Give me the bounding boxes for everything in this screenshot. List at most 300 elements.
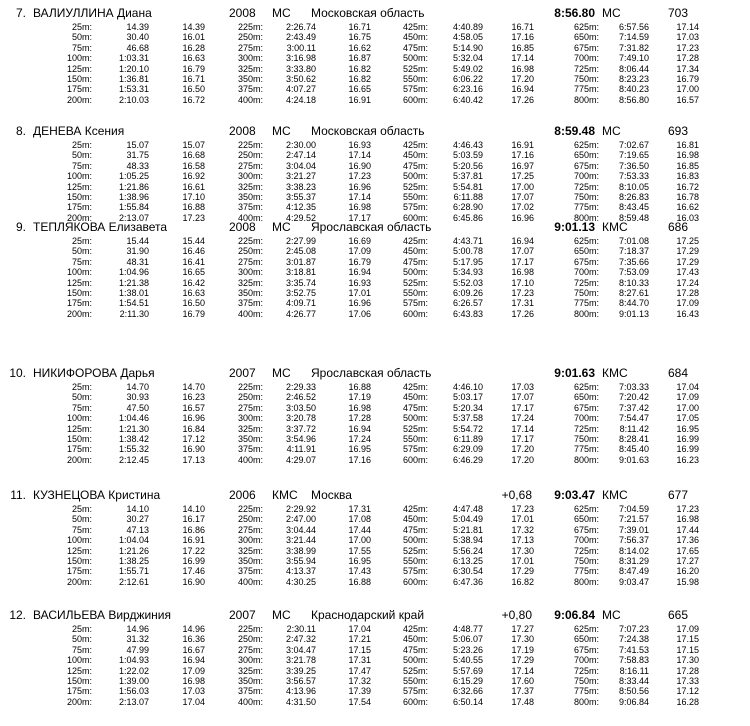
athlete-name: ВАЛИУЛЛИНА Диана — [33, 6, 152, 20]
cumulative-time: 2:13.07 — [118, 212, 149, 223]
cumulative-time: 1:53.31 — [118, 84, 149, 95]
distance-label: 75m: — [71, 402, 92, 413]
birth-year: 2006 — [229, 488, 256, 502]
lap-time: 17.28 — [348, 413, 371, 424]
lap-time: 16.65 — [182, 267, 205, 278]
distance-label: 125m: — [66, 277, 92, 288]
cumulative-time: 3:04.44 — [285, 524, 316, 535]
lap-time: 17.19 — [348, 392, 371, 403]
lap-time: 17.15 — [676, 644, 699, 655]
lap-time: 17.31 — [348, 655, 371, 666]
cumulative-time: 3:33.80 — [285, 63, 316, 74]
lap-time: 17.16 — [511, 32, 534, 43]
cumulative-time: 4:47.48 — [452, 504, 483, 514]
distance-label: 300m: — [237, 535, 263, 546]
split-row — [0, 192, 750, 202]
lap-time: 16.79 — [182, 308, 205, 319]
lap-time: 17.17 — [511, 402, 534, 413]
lap-time: 17.02 — [511, 202, 534, 213]
distance-label: 725m: — [573, 545, 599, 556]
cumulative-time: 3:00.11 — [286, 42, 316, 53]
lap-time: 16.88 — [182, 202, 205, 213]
split-row — [0, 546, 750, 556]
lap-time: 17.12 — [676, 686, 699, 697]
lap-time: 17.07 — [511, 246, 534, 257]
distance-label: 300m: — [237, 53, 263, 64]
cumulative-time: 6:15.29 — [452, 675, 483, 686]
distance-label: 175m: — [66, 298, 92, 309]
cumulative-time: 2:11.30 — [119, 308, 149, 319]
distance-label: 800m: — [573, 696, 599, 707]
distance-label: 475m: — [402, 644, 428, 655]
cumulative-time: 5:56.24 — [452, 545, 483, 556]
cumulative-time: 2:26.74 — [285, 22, 316, 32]
athlete-header — [0, 486, 750, 504]
cumulative-time: 7:56.37 — [618, 535, 649, 546]
split-row — [0, 413, 750, 423]
cumulative-time: 46.68 — [126, 42, 149, 53]
lap-time: 17.09 — [676, 392, 699, 403]
cumulative-time: 47.13 — [126, 524, 149, 535]
cumulative-time: 5:14.90 — [452, 42, 483, 53]
points: 693 — [668, 124, 689, 138]
distance-label: 475m: — [402, 160, 428, 171]
lap-time: 16.90 — [182, 444, 205, 455]
cumulative-time: 1:38.01 — [118, 287, 149, 298]
distance-label: 800m: — [573, 94, 599, 105]
lap-time: 16.75 — [348, 32, 371, 43]
distance-label: 625m: — [573, 382, 599, 392]
cumulative-time: 6:29.09 — [452, 444, 483, 455]
distance-label: 375m: — [237, 444, 263, 455]
athlete-name: ВАСИЛЬЕВА Вирджиния — [33, 608, 171, 622]
lap-time: 16.98 — [676, 514, 699, 525]
cumulative-time: 8:14.02 — [618, 545, 649, 556]
distance-label: 175m: — [66, 566, 92, 577]
lap-time: 16.78 — [676, 191, 699, 202]
lap-time: 17.03 — [511, 382, 534, 392]
distance-label: 675m: — [573, 42, 599, 53]
lap-time: 16.85 — [676, 160, 699, 171]
distance-label: 25m: — [71, 140, 92, 150]
cumulative-time: 4:43.71 — [452, 236, 483, 246]
split-row — [0, 140, 750, 150]
distance-label: 325m: — [237, 181, 263, 192]
lap-time: 17.23 — [182, 212, 205, 223]
lap-time: 16.95 — [348, 555, 371, 566]
cumulative-time: 7:53.09 — [618, 267, 649, 278]
cumulative-time: 4:07.27 — [285, 84, 316, 95]
split-row — [0, 514, 750, 524]
distance-label: 50m: — [71, 32, 92, 43]
distance-label: 75m: — [71, 256, 92, 267]
lap-time: 17.37 — [511, 686, 534, 697]
cumulative-time: 14.39 — [126, 22, 149, 32]
lap-time: 17.39 — [348, 686, 371, 697]
lap-time: 16.61 — [182, 181, 205, 192]
distance-label: 675m: — [573, 256, 599, 267]
distance-label: 125m: — [66, 181, 92, 192]
lap-time: 17.12 — [182, 433, 205, 444]
lap-time: 16.03 — [676, 212, 699, 223]
cumulative-time: 2:12.45 — [118, 454, 149, 465]
lap-time: 17.04 — [182, 696, 205, 707]
wind-value: +0,68 — [501, 488, 532, 502]
cumulative-time: 5:54.72 — [452, 423, 483, 434]
lap-time: 16.58 — [182, 160, 205, 171]
distance-label: 375m: — [237, 298, 263, 309]
distance-label: 350m: — [237, 73, 263, 84]
distance-label: 500m: — [402, 53, 428, 64]
distance-label: 250m: — [237, 246, 263, 257]
cumulative-time: 8:16.11 — [619, 665, 649, 676]
distance-label: 200m: — [66, 308, 92, 319]
distance-label: 225m: — [237, 504, 263, 514]
lap-time: 17.20 — [511, 444, 534, 455]
distance-label: 275m: — [237, 256, 263, 267]
lap-time: 17.55 — [348, 545, 371, 556]
distance-label: 275m: — [237, 160, 263, 171]
distance-label: 175m: — [66, 84, 92, 95]
distance-label: 400m: — [237, 212, 263, 223]
lap-time: 16.63 — [182, 53, 205, 64]
lap-time: 16.96 — [348, 298, 371, 309]
lap-time: 17.19 — [511, 644, 534, 655]
lap-time: 16.84 — [182, 423, 205, 434]
distance-label: 425m: — [402, 236, 428, 246]
cumulative-time: 7:53.33 — [618, 171, 649, 182]
cumulative-time: 1:54.51 — [118, 298, 149, 309]
lap-time: 17.01 — [511, 555, 534, 566]
cumulative-time: 5:21.81 — [452, 524, 483, 535]
distance-label: 125m: — [66, 665, 92, 676]
cumulative-time: 7:54.47 — [618, 413, 649, 424]
points: 703 — [668, 6, 689, 20]
lap-time: 17.46 — [182, 566, 205, 577]
cumulative-time: 31.32 — [126, 634, 149, 645]
split-table — [0, 140, 750, 223]
split-row — [0, 278, 750, 288]
lap-time: 17.29 — [511, 566, 534, 577]
lap-time: 17.16 — [348, 454, 371, 465]
cumulative-time: 1:36.81 — [118, 73, 149, 84]
cumulative-time: 1:38.96 — [118, 191, 149, 202]
cumulative-time: 2:46.52 — [285, 392, 316, 403]
distance-label: 425m: — [402, 504, 428, 514]
lap-time: 17.17 — [348, 212, 371, 223]
lap-time: 17.23 — [348, 171, 371, 182]
cumulative-time: 7:39.01 — [618, 524, 649, 535]
lap-time: 17.07 — [511, 392, 534, 403]
lap-time: 17.24 — [348, 433, 371, 444]
split-row — [0, 171, 750, 181]
distance-label: 225m: — [237, 140, 263, 150]
cumulative-time: 9:01.63 — [618, 454, 649, 465]
lap-time: 16.28 — [182, 42, 205, 53]
cumulative-time: 1:21.38 — [118, 277, 149, 288]
cumulative-time: 3:18.81 — [285, 267, 316, 278]
achieved-rank: КМС — [602, 220, 628, 234]
cumulative-time: 7:49.10 — [618, 53, 649, 64]
lap-time: 16.99 — [676, 433, 699, 444]
cumulative-time: 1:21.26 — [118, 545, 149, 556]
lap-time: 17.31 — [348, 504, 371, 514]
split-row — [0, 309, 750, 319]
cumulative-time: 6:11.88 — [453, 191, 483, 202]
distance-label: 500m: — [402, 655, 428, 666]
distance-label: 575m: — [402, 202, 428, 213]
distance-label: 250m: — [237, 634, 263, 645]
cumulative-time: 1:04.96 — [118, 267, 149, 278]
cumulative-time: 5:06.07 — [452, 634, 483, 645]
cumulative-time: 7:07.23 — [618, 624, 649, 634]
cumulative-time: 7:19.65 — [618, 150, 649, 161]
cumulative-time: 8:06.44 — [618, 63, 649, 74]
lap-time: 17.13 — [182, 454, 205, 465]
lap-time: 17.25 — [676, 236, 699, 246]
lap-time: 16.94 — [348, 423, 371, 434]
distance-label: 650m: — [573, 246, 599, 257]
split-row — [0, 392, 750, 402]
cumulative-time: 6:13.25 — [452, 555, 483, 566]
sport-rank: МС — [272, 608, 291, 622]
split-row — [0, 666, 750, 676]
cumulative-time: 1:04.04 — [118, 535, 149, 546]
lap-time: 16.01 — [182, 32, 205, 43]
lap-time: 16.91 — [182, 535, 205, 546]
cumulative-time: 5:38.94 — [452, 535, 483, 546]
distance-label: 525m: — [402, 277, 428, 288]
cumulative-time: 3:55.37 — [285, 191, 316, 202]
lap-time: 16.94 — [511, 236, 534, 246]
cumulative-time: 47.50 — [126, 402, 149, 413]
lap-time: 17.04 — [348, 624, 371, 634]
athlete-header — [0, 364, 750, 382]
lap-time: 14.70 — [182, 382, 205, 392]
region: Московская область — [311, 6, 425, 20]
cumulative-time: 1:55.32 — [118, 444, 149, 455]
lap-time: 16.88 — [348, 576, 371, 587]
lap-time: 17.15 — [348, 644, 371, 655]
distance-label: 550m: — [402, 191, 428, 202]
cumulative-time: 4:12.35 — [285, 202, 316, 213]
lap-time: 16.72 — [182, 94, 205, 105]
cumulative-time: 3:56.57 — [285, 675, 316, 686]
cumulative-time: 7:01.08 — [618, 236, 649, 246]
distance-label: 425m: — [402, 382, 428, 392]
distance-label: 800m: — [573, 576, 599, 587]
distance-label: 250m: — [237, 32, 263, 43]
distance-label: 575m: — [402, 84, 428, 95]
distance-label: 750m: — [573, 191, 599, 202]
cumulative-time: 5:34.93 — [452, 267, 483, 278]
cumulative-time: 5:52.03 — [452, 277, 483, 288]
distance-label: 800m: — [573, 308, 599, 319]
distance-label: 775m: — [573, 444, 599, 455]
lap-time: 17.54 — [348, 696, 371, 707]
cumulative-time: 7:58.83 — [618, 655, 649, 666]
cumulative-time: 3:20.78 — [285, 413, 316, 424]
lap-time: 16.81 — [676, 140, 699, 150]
athlete-name: ДЕНЕВА Ксения — [33, 124, 125, 138]
lap-time: 17.09 — [676, 298, 699, 309]
distance-label: 300m: — [237, 655, 263, 666]
final-time: 9:03.47 — [554, 488, 595, 502]
distance-label: 50m: — [71, 514, 92, 525]
distance-label: 725m: — [573, 63, 599, 74]
lap-time: 17.14 — [511, 423, 534, 434]
distance-label: 25m: — [71, 382, 92, 392]
athlete-rank: 11. — [10, 488, 26, 502]
split-row — [0, 288, 750, 298]
cumulative-time: 5:23.26 — [452, 644, 483, 655]
distance-label: 150m: — [66, 675, 92, 686]
lap-time: 16.97 — [511, 160, 534, 171]
distance-label: 675m: — [573, 644, 599, 655]
cumulative-time: 1:04.46 — [118, 413, 149, 424]
cumulative-time: 5:37.58 — [452, 413, 483, 424]
distance-label: 225m: — [237, 624, 263, 634]
cumulative-time: 2:29.33 — [285, 382, 316, 392]
split-row — [0, 403, 750, 413]
cumulative-time: 30.93 — [126, 392, 149, 403]
distance-label: 525m: — [402, 665, 428, 676]
lap-time: 17.08 — [348, 514, 371, 525]
lap-time: 17.33 — [676, 675, 699, 686]
distance-label: 375m: — [237, 566, 263, 577]
wind-value: +0,80 — [501, 608, 532, 622]
lap-time: 17.09 — [182, 665, 205, 676]
sport-rank: МС — [272, 124, 291, 138]
cumulative-time: 2:47.00 — [285, 514, 316, 525]
distance-label: 400m: — [237, 94, 263, 105]
lap-time: 16.50 — [182, 298, 205, 309]
lap-time: 16.96 — [511, 212, 534, 223]
lap-time: 16.46 — [182, 246, 205, 257]
cumulative-time: 3:16.98 — [285, 53, 316, 64]
lap-time: 17.00 — [676, 84, 699, 95]
split-row — [0, 697, 750, 707]
athlete-header — [0, 218, 750, 236]
distance-label: 100m: — [66, 53, 92, 64]
distance-label: 600m: — [402, 212, 428, 223]
distance-label: 600m: — [402, 308, 428, 319]
lap-time: 16.94 — [182, 655, 205, 666]
lap-time: 16.90 — [348, 160, 371, 171]
distance-label: 275m: — [237, 402, 263, 413]
distance-label: 150m: — [66, 555, 92, 566]
lap-time: 16.23 — [676, 454, 699, 465]
distance-label: 775m: — [573, 84, 599, 95]
lap-time: 17.60 — [511, 675, 534, 686]
cumulative-time: 8:11.42 — [619, 423, 649, 434]
lap-time: 16.88 — [348, 382, 371, 392]
distance-label: 775m: — [573, 202, 599, 213]
cumulative-time: 3:38.23 — [285, 181, 316, 192]
distance-label: 750m: — [573, 287, 599, 298]
distance-label: 500m: — [402, 535, 428, 546]
cumulative-time: 2:27.99 — [285, 236, 316, 246]
distance-label: 800m: — [573, 454, 599, 465]
cumulative-time: 8:50.56 — [618, 686, 649, 697]
region: Москва — [311, 488, 352, 502]
lap-time: 16.67 — [182, 644, 205, 655]
cumulative-time: 1:21.30 — [118, 423, 149, 434]
lap-time: 16.63 — [182, 287, 205, 298]
distance-label: 500m: — [402, 267, 428, 278]
lap-time: 16.71 — [182, 73, 205, 84]
achieved-rank: МС — [602, 608, 621, 622]
lap-time: 16.98 — [348, 402, 371, 413]
distance-label: 375m: — [237, 202, 263, 213]
cumulative-time: 7:02.67 — [618, 140, 649, 150]
lap-time: 16.82 — [511, 576, 534, 587]
athlete-header — [0, 122, 750, 140]
distance-label: 100m: — [66, 267, 92, 278]
distance-label: 300m: — [237, 413, 263, 424]
lap-time: 16.17 — [182, 514, 205, 525]
cumulative-time: 7:14.59 — [618, 32, 649, 43]
lap-time: 16.90 — [182, 576, 205, 587]
distance-label: 500m: — [402, 413, 428, 424]
cumulative-time: 4:13.37 — [285, 566, 316, 577]
cumulative-time: 8:43.45 — [618, 202, 649, 213]
distance-label: 200m: — [66, 696, 92, 707]
birth-year: 2007 — [229, 608, 256, 622]
lap-time: 16.42 — [182, 277, 205, 288]
lap-time: 16.62 — [348, 42, 371, 53]
distance-label: 350m: — [237, 433, 263, 444]
split-row — [0, 577, 750, 587]
cumulative-time: 8:23.23 — [618, 73, 649, 84]
sport-rank: МС — [272, 6, 291, 20]
lap-time: 17.05 — [676, 413, 699, 424]
cumulative-time: 7:03.33 — [618, 382, 649, 392]
split-row — [0, 655, 750, 665]
distance-label: 625m: — [573, 140, 599, 150]
distance-label: 600m: — [402, 696, 428, 707]
distance-label: 650m: — [573, 150, 599, 161]
split-table — [0, 22, 750, 105]
distance-label: 525m: — [402, 63, 428, 74]
cumulative-time: 7:20.42 — [618, 392, 649, 403]
cumulative-time: 2:12.61 — [118, 576, 149, 587]
lap-time: 16.93 — [348, 140, 371, 150]
cumulative-time: 3:37.72 — [285, 423, 316, 434]
lap-time: 16.91 — [511, 140, 534, 150]
cumulative-time: 6:23.16 — [452, 84, 483, 95]
distance-label: 475m: — [402, 402, 428, 413]
lap-time: 16.50 — [182, 84, 205, 95]
cumulative-time: 1:21.86 — [118, 181, 149, 192]
lap-time: 17.30 — [511, 634, 534, 645]
lap-time: 15.44 — [182, 236, 205, 246]
sport-rank: КМС — [272, 488, 298, 502]
distance-label: 525m: — [402, 181, 428, 192]
lap-time: 17.14 — [348, 150, 371, 161]
cumulative-time: 8:28.41 — [618, 433, 649, 444]
final-time: 8:56.80 — [554, 6, 595, 20]
cumulative-time: 5:49.02 — [452, 63, 483, 74]
lap-time: 17.44 — [676, 524, 699, 535]
cumulative-time: 2:45.08 — [285, 246, 316, 257]
cumulative-time: 4:24.18 — [285, 94, 316, 105]
athlete-entry — [0, 364, 750, 484]
lap-time: 17.00 — [676, 402, 699, 413]
distance-label: 550m: — [402, 675, 428, 686]
distance-label: 100m: — [66, 413, 92, 424]
lap-time: 17.30 — [511, 545, 534, 556]
